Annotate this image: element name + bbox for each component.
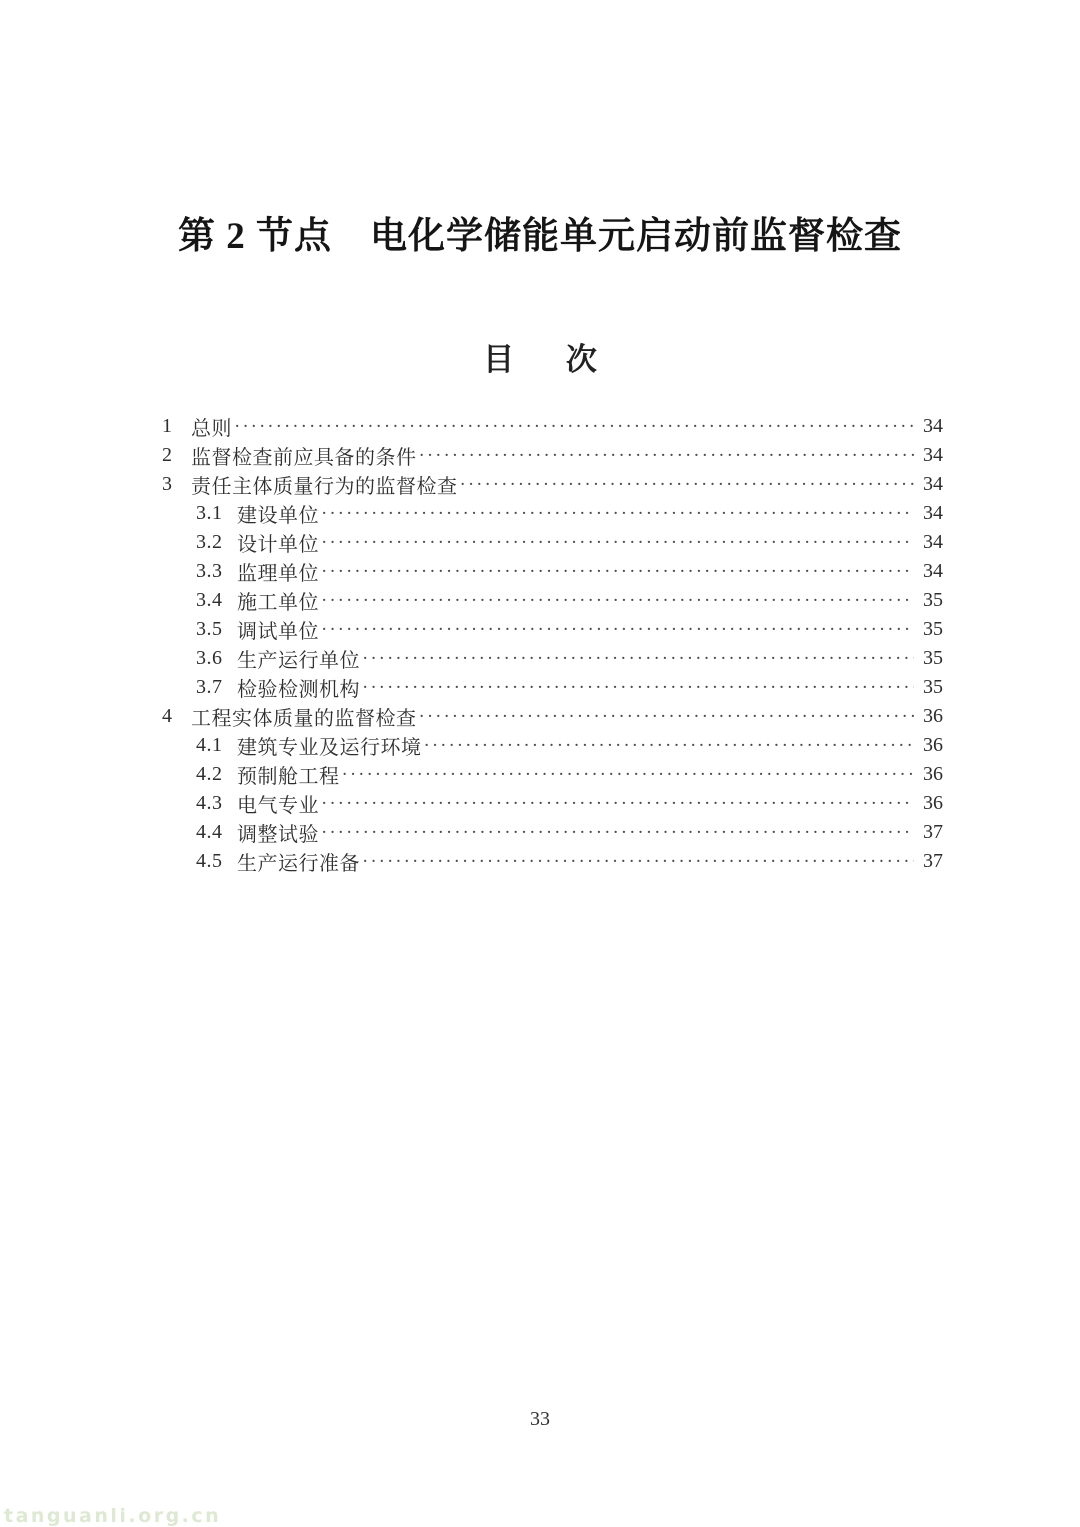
toc-entry [162,818,943,847]
toc-entry-page: 36 [923,792,943,814]
toc-entry-label: 施工单位 [237,592,319,614]
toc-entry-page: 37 [923,850,943,872]
toc-entry-number: 3.4 [196,589,223,611]
watermark-text: tanguanli.org.cn [4,1505,222,1527]
toc-entry [162,470,943,499]
toc-heading: 目 次 [483,342,597,377]
toc-entry-page: 34 [923,444,943,466]
toc-entry [162,760,943,789]
toc-entry-number: 4.2 [196,763,223,785]
dot-leader [321,615,914,644]
toc-entry [162,731,943,760]
footer-page-number: 33 [530,1408,550,1430]
toc-entry [162,789,943,818]
dot-leader [321,557,914,586]
toc-entry-number: 3.2 [196,531,223,553]
toc-entry-number: 3 [162,473,173,495]
toc-entry-page: 35 [923,589,943,611]
toc-entry-page: 35 [923,618,943,640]
dot-leader [362,847,914,876]
toc-entry-label: 调试单位 [237,621,319,643]
toc-entry-number: 2 [162,444,173,466]
toc-entry-label: 检验检测机构 [237,679,360,701]
toc-entry-label: 总则 [191,418,232,440]
toc-entry-label: 预制舱工程 [237,766,340,788]
dot-leader [362,644,914,673]
toc-entry [162,702,943,731]
dot-leader [321,586,914,615]
toc-entry-label: 调整试验 [237,824,319,846]
toc-entry-label: 电气专业 [237,795,319,817]
dot-leader [321,789,914,818]
toc-entry [162,847,943,876]
toc-entry-page: 36 [923,705,943,727]
toc-entry-label: 建设单位 [237,505,319,527]
dot-leader [460,470,915,499]
toc-entry [162,499,943,528]
dot-leader [321,818,914,847]
toc-entry-number: 3.7 [196,676,223,698]
toc-entry-number: 4 [162,705,173,727]
dot-leader [342,760,915,789]
toc-entry-number: 4.4 [196,821,223,843]
toc-entry-label: 建筑专业及运行环境 [237,737,422,759]
toc-entry [162,644,943,673]
toc-entry-number: 4.3 [196,792,223,814]
toc-entry-label: 工程实体质量的监督检查 [191,708,417,730]
toc-entry-number: 4.5 [196,850,223,872]
toc-entry-label: 监理单位 [237,563,319,585]
toc-entry-page: 35 [923,647,943,669]
dot-leader [419,702,915,731]
toc-entry-number: 4.1 [196,734,223,756]
toc-entry [162,528,943,557]
toc-entry-label: 生产运行单位 [237,650,360,672]
toc-entry-page: 36 [923,763,943,785]
dot-leader [424,731,915,760]
dot-leader [321,499,914,528]
toc-entry-label: 生产运行准备 [237,853,360,875]
toc-entry [162,615,943,644]
toc-entry-number: 3.3 [196,560,223,582]
toc-entry-page: 34 [923,560,943,582]
dot-leader [419,441,915,470]
dot-leader [362,673,914,702]
toc-entry-number: 3.1 [196,502,223,524]
toc-entry-page: 34 [923,502,943,524]
toc-entry-label: 责任主体质量行为的监督检查 [191,476,458,498]
toc-list [162,412,943,876]
toc-entry [162,412,943,441]
dot-leader [321,528,914,557]
toc-entry [162,441,943,470]
toc-entry-label: 设计单位 [237,534,319,556]
toc-entry-number: 3.5 [196,618,223,640]
toc-entry-number: 1 [162,415,173,437]
toc-entry-label: 监督检查前应具备的条件 [191,447,417,469]
toc-entry-page: 34 [923,473,943,495]
toc-entry-page: 34 [923,531,943,553]
dot-leader [234,412,914,441]
toc-entry [162,673,943,702]
toc-entry-number: 3.6 [196,647,223,669]
toc-entry-page: 36 [923,734,943,756]
document-title: 第 2 节点 电化学储能单元启动前监督检查 [178,216,902,257]
toc-entry [162,586,943,615]
toc-entry [162,557,943,586]
toc-entry-page: 37 [923,821,943,843]
toc-entry-page: 35 [923,676,943,698]
toc-entry-page: 34 [923,415,943,437]
